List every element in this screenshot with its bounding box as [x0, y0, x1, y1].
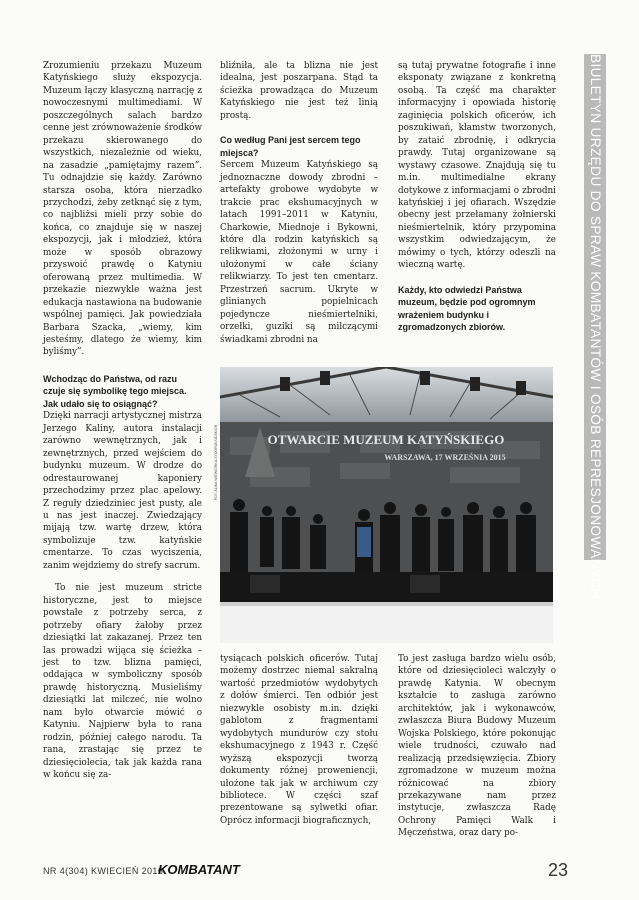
- paragraph: Zrozumieniu przekazu Muzeum Katyńskiego służy ekspozycja. Muzeum łączy klasyczną narrację z nowoczesnymi multimediami. W poszczególnych salach bardzo cenne jest zrównoważenie środków przekazu skierowanego do wszystkich, niezależnie od wieku, na zasadzie „pamiętajmy razem”. Tu odnajdzie się każdy. Zarówno starsza osoba, która nierzadko przychodzi, żeby zetknąć się z tym, co najbliżsi mieli przy sobie do końca, co znajduje się w naszej ekspozycji, jak i młodzież, która może w sposób obrazowy przyswoić prawdę o Katyniu oferowaną przez multimedia. W przekazie niezwykle ważna jest edukacja nastawiona na budowanie wspólnej pamięci. Jak powiedziała Barbara Szacka, „wiemy, kim jesteśmy, dlatego że wiemy, kim byliśmy”.: [43, 61, 202, 358]
- paragraph: są tutaj prywatne fotografie i inne eksponaty związane z konkretną osobą. Ta część ma charakter informacyjny i opowiada historię zaginięcia polskich oficerów, ich poszukiwań, kłamstw tworzonych, by zataić zbrodnię, i odkrycia prawdy. Tutaj organizowane są wystawy czasowe. Znajdują się tu m.in. multimedialne ekrany dotykowe z informacjami o zbrodni katyńskiej i jej ofiarach. Wszędzie obecny jest przełamany żołnierski nieśmiertelnik, który przypomina wszystkim odwiedzającym, że mówimy o tych, którzy odeszli na wieczną wartę.: [398, 61, 556, 271]
- page-number: 23: [548, 860, 569, 880]
- bulletin-title: BIULETYN URZĘDU DO SPRAW KOMBATANTÓW I OSÓB REPRESJONOWANYCH: [588, 54, 603, 599]
- magazine-logo: KOMBATANT: [158, 862, 240, 877]
- column-3-top: [398, 60, 556, 334]
- photo-caption: FOT. ALINA WIEWIÓRKA-SYDORUK/UDSKiOR: [214, 424, 218, 500]
- column-3-bottom: [398, 653, 556, 840]
- event-photo: [220, 367, 553, 643]
- paragraph: bliźniła, ale ta blizna nie jest idealna, jest poszarpana. Stąd ta ścieżka prowadząca do Muzeum Katyńskiego nie jest też linią prostą.: [220, 61, 378, 121]
- paragraph: tysiącach polskich oficerów. Tutaj możemy dostrzec niemal sakralną wartość przedmiotów wydobytych z dołów śmierci. Ten odbiór jest niezwykle osobisty m.in. dzięki gablotom z fragmentami wydobytych mundurów czy stołu ekshumacyjnego z 1943 r. Część wyższą ekspozycji tworzą dokumenty różnej proweniencji, ułożone tak jak w archiwum czy bibliotece. W części szaf prezentowane są sylwetki ofiar. Oprócz informacji biograficznych,: [220, 654, 378, 826]
- paragraph: To nie jest muzeum stricte historyczne, jest to miejsce powstałe z potrzeby serca, z potrzeby ofiary żałoby przez dziesiątki lat zakazanej. Przez ten las prowadzi wijąca się ścieżka – jest to tzw. blizna pamięci, oddająca w symboliczny sposób prawdę historyczną. Musieliśmy dziesiątki lat milczeć, nie wolno nam było otwarcie mówić o Katyniu. Najpierw była to rana rodzin, później całego narodu. Ta rana, zrastając się przez te dziesięciolecia, tak jak każda rana w końcu się za-: [43, 583, 202, 781]
- paragraph: Dzięki narracji artystycznej mistrza Jerzego Kaliny, autora instalacji zarówno wewnętrznych, jak i zewnętrznych, przed wejściem do budynku muzeum. W drodze do odrestaurowanej kaponiery przechodzimy przez plac apelowy. Z reguły dziedziniec jest pusty, ale u nas jest inaczej. Zwiedzający mijają tzw. wartę drzew, która symbolizuje tzw. katyńskie cmentarze. To czas wyciszenia, zanim wejdziemy do strefy sacrum.: [43, 411, 202, 571]
- stage-illustration: [220, 367, 553, 643]
- interview-question: Każdy, kto odwiedzi Państwa muzeum, będzie pod ogromnym wrażeniem budynku i zgromadzonych zbiorów.: [398, 284, 536, 333]
- interview-question: Wchodząc do Państwa, od razu czuje się symbolikę tego miejsca. Jak udało się to osiągnąć?: [43, 373, 187, 409]
- column-1: [43, 60, 202, 782]
- banner-subtitle: WARSZAWA, 17 WRZEŚNIA 2015: [384, 453, 506, 462]
- issue-number: NR 4(304) KWIECIEŃ 2016: [43, 866, 164, 876]
- paragraph: To jest zasługa bardzo wielu osób, które od dziesięcioleci walczyły o prawdę Katynia. W obecnym kształcie to zasługa zarówno architektów, jak i wykonawców, zwłaszcza Biura Budowy Muzeum Wojska Polskiego, które pokonując wiele trudności, czuwało nad realizacją przedsięwzięcia. Zbiory zgromadzone w muzeum można różnicować na zbiory przekazywane nam przez instytucje, zwłaszcza Radę Ochrony Pamięci Walk i Męczeństwa, oraz dary po-: [398, 654, 556, 839]
- interview-question: Co według Pani jest sercem tego miejsca?: [220, 135, 361, 158]
- banner-title: OTWARCIE MUZEUM KATYŃSKIEGO: [267, 432, 505, 447]
- column-2-bottom: [220, 653, 378, 827]
- paragraph: Sercem Muzeum Katyńskiego są jednoznaczne dowody zbrodni – artefakty grobowe wydobyte w trakcie prac ekshumacyjnych w latach 1991–2011 w Katyniu, Charkowie, Miednoje i Bykowni, które dla rodzin katyńskich są relikwiami, złożonymi w urny i ułożonymi w całe ściany relikwiarzy. To jest ten cmentarz. Przestrzeń sacrum. Ukryte w glinianych popielnicach pojedyncze nieśmiertelniki, orzełki, guziki są milczącymi świadkami zbrodni na: [220, 160, 378, 345]
- column-2-top: [220, 60, 378, 346]
